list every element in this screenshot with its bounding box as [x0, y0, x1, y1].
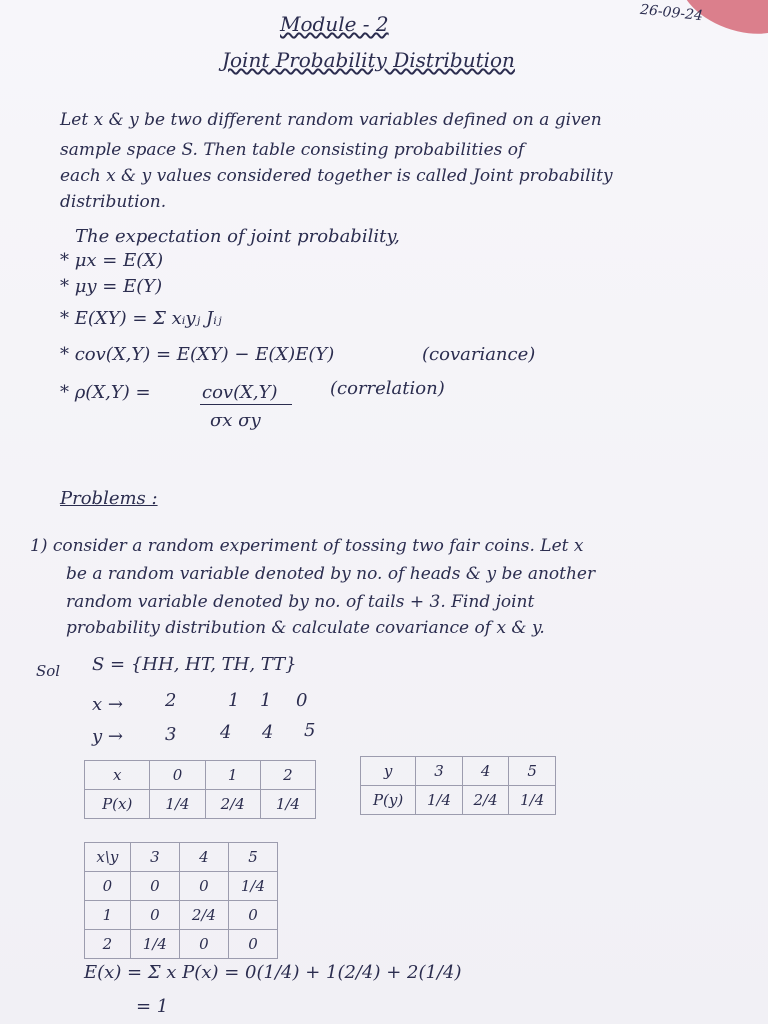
table-cell: 1/4 — [150, 790, 205, 819]
py-distribution-table — [360, 756, 556, 815]
table-cell: 4 — [462, 757, 509, 786]
y-value: 5 — [304, 720, 316, 741]
correlation-denominator: σx σy — [210, 410, 261, 431]
table-cell: 0 — [228, 930, 277, 959]
x-value: 2 — [165, 690, 177, 711]
px-distribution-table — [84, 760, 316, 819]
y-value: 4 — [220, 722, 232, 743]
y-mapping-label: y → — [92, 726, 123, 747]
table-cell: 1/4 — [130, 930, 179, 959]
table-cell: 2/4 — [205, 790, 260, 819]
problems-heading: Problems : — [60, 488, 158, 509]
table-cell: 1/4 — [509, 786, 556, 815]
table-row — [85, 790, 316, 819]
table-cell: 1 — [85, 901, 131, 930]
table-row — [85, 843, 278, 872]
x-value: 0 — [296, 690, 308, 711]
mu-x-formula: * μx = E(X) — [60, 250, 164, 271]
expectation-heading: The expectation of joint probability, — [75, 226, 400, 247]
definition-line-1: Let x & y be two different random variables defined on a given — [60, 110, 602, 130]
table-row — [85, 930, 278, 959]
table-row — [85, 761, 316, 790]
sample-space: S = {HH, HT, TH, TT} — [92, 654, 297, 675]
x-value: 1 — [260, 690, 272, 711]
correlation-numerator: cov(X,Y) — [202, 382, 278, 403]
problem-line-4: probability distribution & calculate covariance of x & y. — [66, 618, 545, 638]
table-cell: 2/4 — [462, 786, 509, 815]
correlation-lhs: * ρ(X,Y) = — [60, 382, 151, 403]
table-cell: 2/4 — [179, 901, 228, 930]
table-cell: 1/4 — [416, 786, 463, 815]
fraction-bar — [200, 404, 292, 405]
mu-y-formula: * μy = E(Y) — [60, 276, 163, 297]
exy-formula: * E(XY) = Σ xᵢyⱼ Jᵢⱼ — [60, 308, 222, 329]
definition-line-2: sample space S. Then table consisting probabilities of — [60, 140, 525, 160]
table-row — [361, 786, 556, 815]
covariance-note: (covariance) — [422, 344, 536, 365]
table-row — [361, 757, 556, 786]
table-cell: 0 — [179, 930, 228, 959]
y-value: 3 — [165, 724, 177, 745]
table-row — [85, 901, 278, 930]
covariance-formula: * cov(X,Y) = E(XY) − E(X)E(Y) — [60, 344, 335, 365]
problem-line-3: random variable denoted by no. of tails + 3. Find joint — [66, 592, 535, 612]
expected-x-result: = 1 — [136, 996, 169, 1017]
solution-label: Sol — [36, 662, 61, 680]
problem-line-2: be a random variable denoted by no. of heads & y be another — [66, 564, 596, 584]
table-cell: P(y) — [361, 786, 416, 815]
table-cell: 0 — [179, 872, 228, 901]
table-cell: 3 — [416, 757, 463, 786]
date-text: 26-09-24 — [639, 1, 704, 25]
table-cell: 1 — [205, 761, 260, 790]
table-header-cell: 4 — [179, 843, 228, 872]
table-cell: 2 — [260, 761, 315, 790]
table-cell: P(x) — [85, 790, 150, 819]
y-value: 4 — [262, 722, 274, 743]
table-cell: 0 — [130, 901, 179, 930]
joint-distribution-table — [84, 842, 278, 959]
table-cell: 5 — [509, 757, 556, 786]
table-row — [85, 872, 278, 901]
table-cell: 1/4 — [260, 790, 315, 819]
table-cell: 0 — [85, 872, 131, 901]
problem-line-1: 1) consider a random experiment of tossing two fair coins. Let x — [30, 536, 584, 556]
expected-x-calculation: E(x) = Σ x P(x) = 0(1/4) + 1(2/4) + 2(1/4) — [84, 962, 462, 983]
definition-line-4: distribution. — [60, 192, 167, 212]
table-cell: 0 — [130, 872, 179, 901]
topic-title: Joint Probability Distribution — [222, 48, 515, 72]
table-corner-cell: x\y — [85, 843, 131, 872]
module-title: Module - 2 — [280, 12, 389, 36]
table-cell: y — [361, 757, 416, 786]
correlation-note: (correlation) — [330, 378, 445, 399]
table-cell: x — [85, 761, 150, 790]
table-cell: 0 — [228, 901, 277, 930]
table-header-cell: 5 — [228, 843, 277, 872]
definition-line-3: each x & y values considered together is called Joint probability — [60, 166, 613, 186]
table-cell: 2 — [85, 930, 131, 959]
table-cell: 1/4 — [228, 872, 277, 901]
x-mapping-label: x → — [92, 694, 123, 715]
table-cell: 0 — [150, 761, 205, 790]
table-header-cell: 3 — [130, 843, 179, 872]
x-value: 1 — [228, 690, 240, 711]
